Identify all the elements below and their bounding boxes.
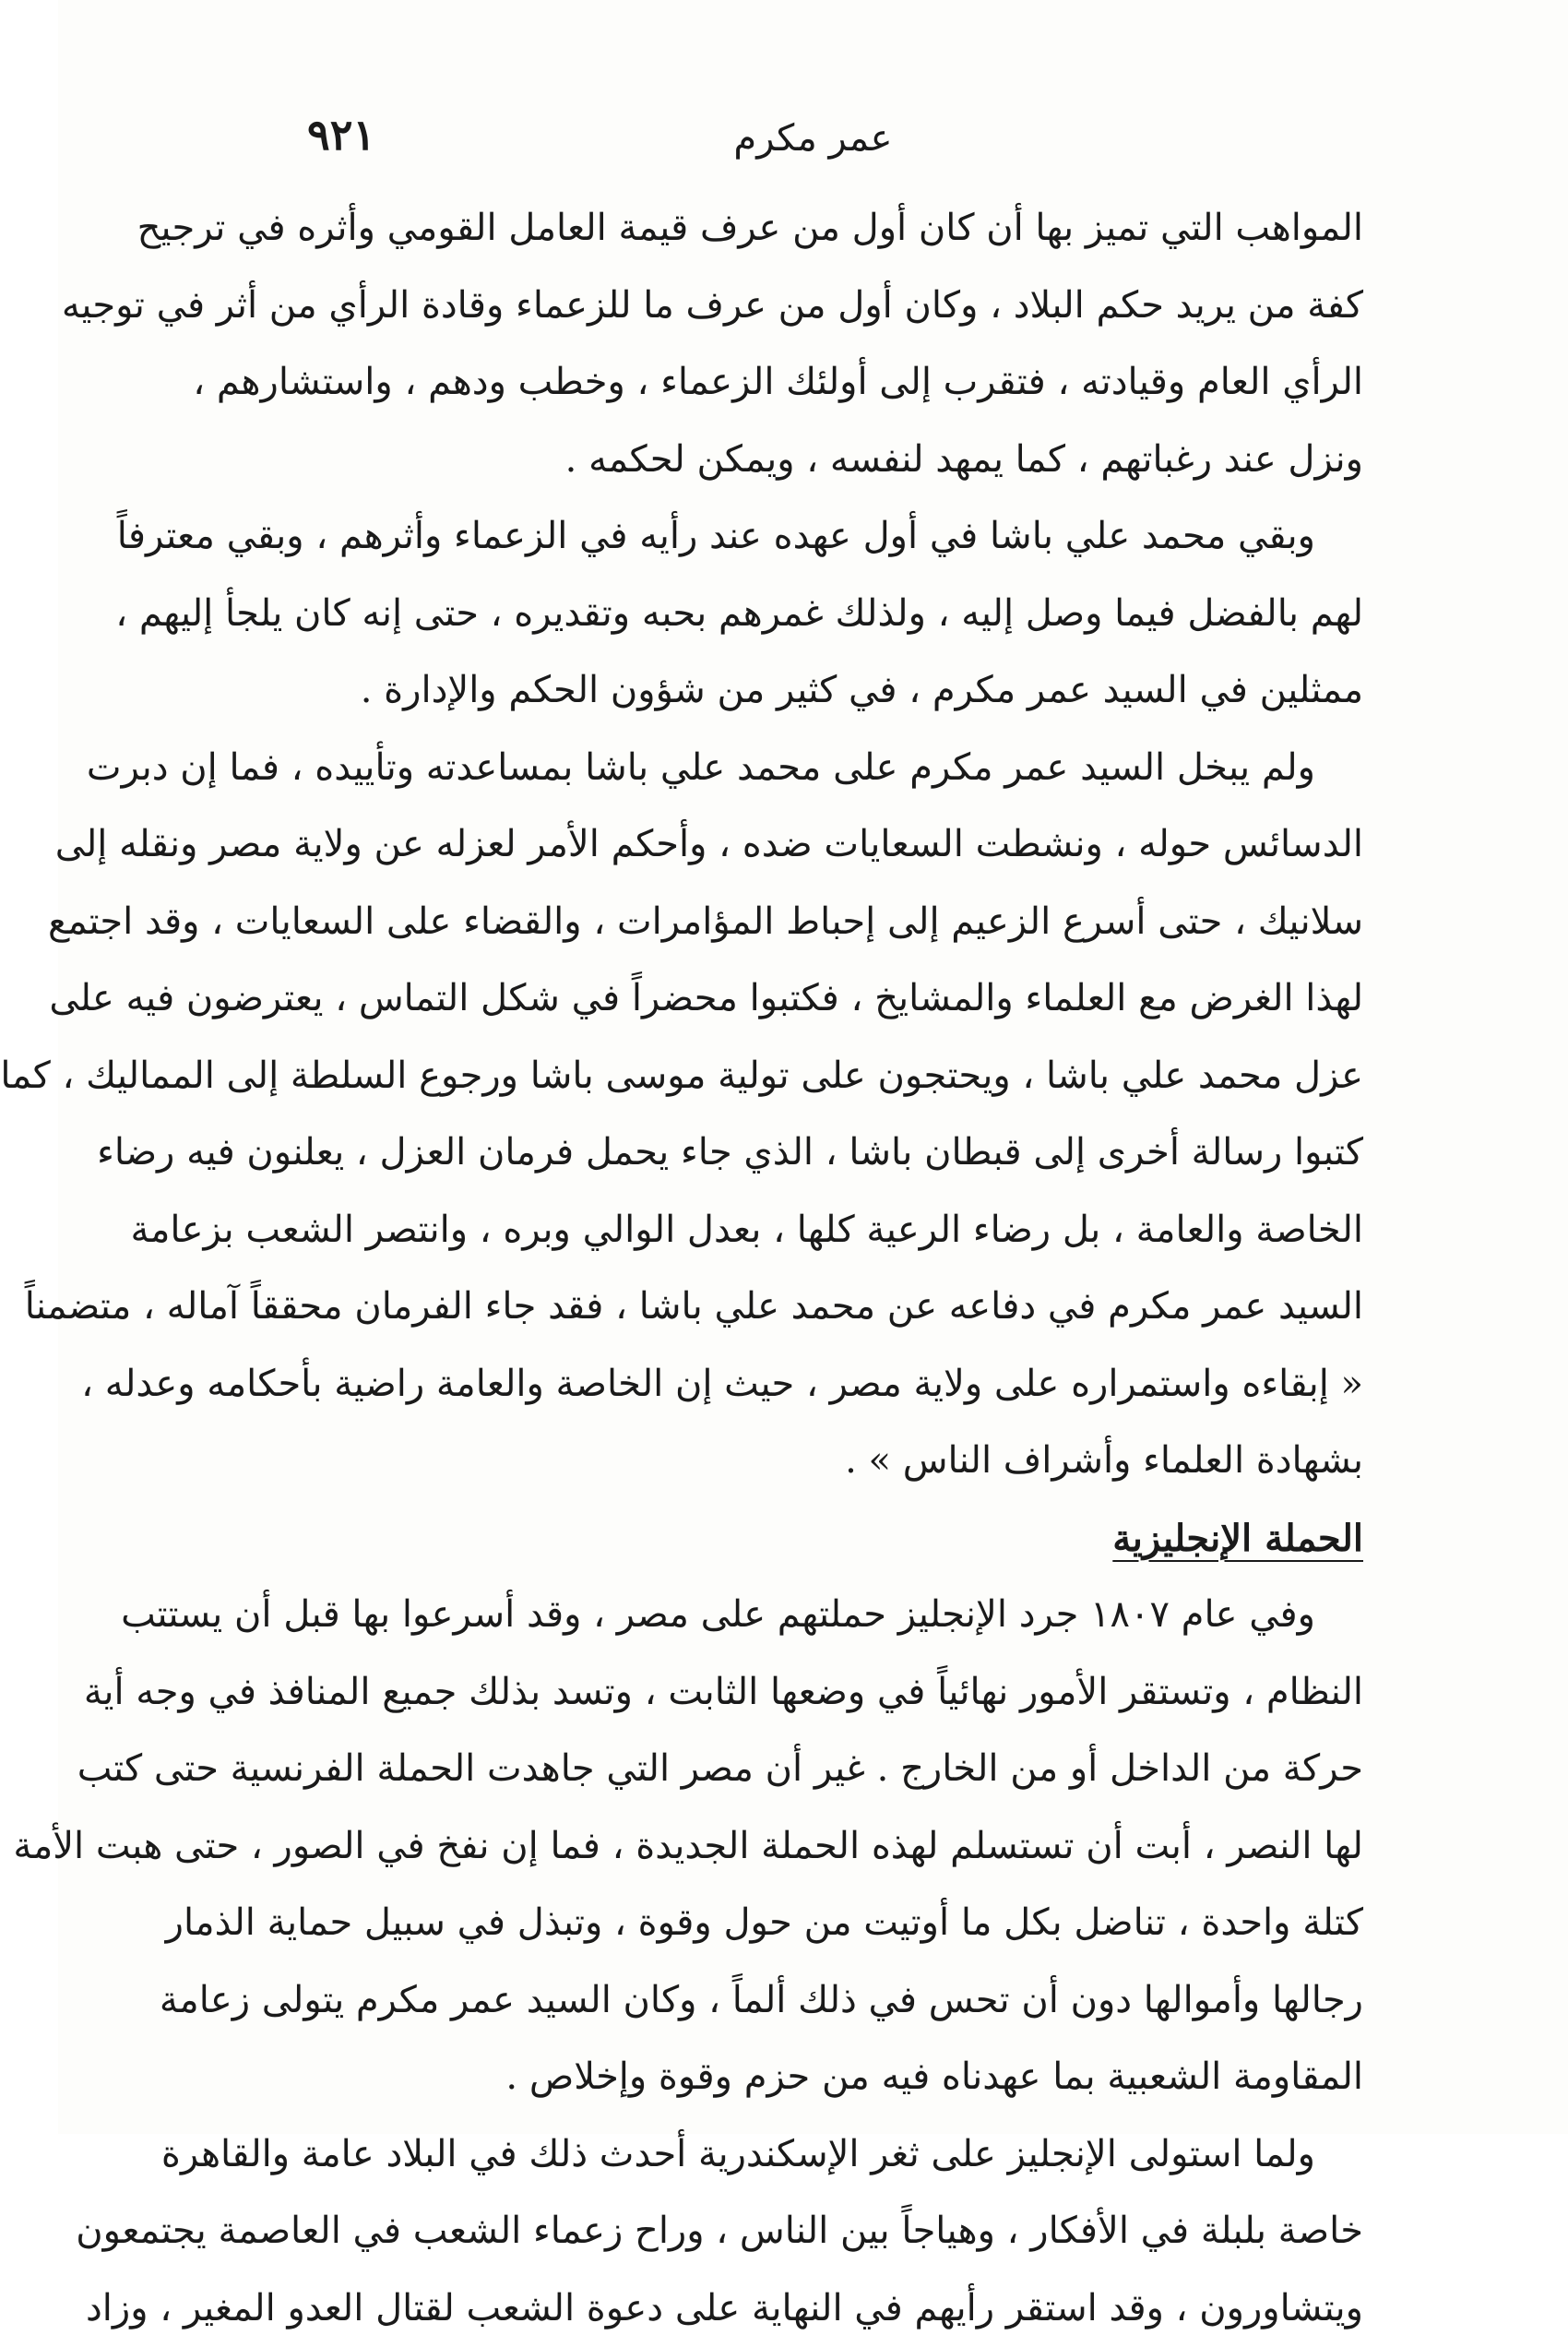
text-line: لها النصر ، أبت أن تستسلم لهذه الحملة الجديدة ، فما إن نفخ في الصور ، حتى هبت الأمة: [279, 1808, 1363, 1886]
text-line: عزل محمد علي باشا ، ويحتجون على تولية موسى باشا ورجوع السلطة إلى المماليك ، كما: [279, 1038, 1363, 1115]
paragraph-first-line: ولما استولى الإنجليز على ثغر الإسكندرية أحدث ذلك في البلاد عامة والقاهرة: [279, 2116, 1363, 2194]
running-title: عمر مكرم: [279, 116, 1347, 161]
text-line: السيد عمر مكرم في دفاعه عن محمد علي باشا ، فقد جاء الفرمان محققاً آماله ، متضمناً: [279, 1269, 1363, 1346]
text-line: لهذا الغرض مع العلماء والمشايخ ، فكتبوا محضراً في شكل التماس ، يعترضون فيه على: [279, 960, 1363, 1038]
paragraph-last-line: بشهادة العلماء وأشراف الناس » .: [279, 1423, 1363, 1500]
text-line: كتبوا رسالة أخرى إلى قبطان باشا ، الذي جاء يحمل فرمان العزل ، يعلنون فيه رضاء: [279, 1114, 1363, 1192]
text-line: كفة من يريد حكم البلاد ، وكان أول من عرف ما للزعماء وقادة الرأي من أثر في توجيه: [279, 268, 1363, 345]
book-page: [58, 0, 1568, 2134]
text-line: المواهب التي تميز بها أن كان أول من عرف قيمة العامل القومي وأثره في ترجيح: [279, 190, 1363, 268]
body-text: [279, 190, 1363, 2347]
running-head: [279, 109, 1347, 164]
text-line: لهم بالفضل فيما وصل إليه ، ولذلك غمرهم بحبه وتقديره ، حتى إنه كان يلجأ إليهم ،: [279, 576, 1363, 653]
text-line: « إبقاءه واستمراره على ولاية مصر ، حيث إن الخاصة والعامة راضية بأحكامه وعدله ،: [279, 1346, 1363, 1424]
text-line: رجالها وأموالها دون أن تحس في ذلك ألماً ، وكان السيد عمر مكرم يتولى زعامة: [279, 1962, 1363, 2040]
text-line: حركة من الداخل أو من الخارج . غير أن مصر التي جاهدت الحملة الفرنسية حتى كتب: [279, 1731, 1363, 1808]
text-line: الخاصة والعامة ، بل رضاء الرعية كلها ، بعدل الوالي وبره ، وانتصر الشعب بزعامة: [279, 1192, 1363, 1269]
text-line: ويتشاورون ، وقد استقر رأيهم في النهاية على دعوة الشعب لقتال العدو المغير ، وزاد: [279, 2270, 1363, 2347]
text-line: سلانيك ، حتى أسرع الزعيم إلى إحباط المؤامرات ، والقضاء على السعايات ، وقد اجتمع: [279, 884, 1363, 961]
paragraph-first-line: وبقي محمد علي باشا في أول عهده عند رأيه في الزعماء وأثرهم ، وبقي معترفاً: [279, 498, 1363, 576]
paragraph-last-line: ونزل عند رغباتهم ، كما يمهد لنفسه ، ويمكن لحكمه .: [279, 422, 1363, 499]
paragraph-last-line: ممثلين في السيد عمر مكرم ، في كثير من شؤون الحكم والإدارة .: [279, 652, 1363, 730]
text-line: الرأي العام وقيادته ، فتقرب إلى أولئك الزعماء ، وخطب ودهم ، واستشارهم ،: [279, 344, 1363, 422]
text-line: كتلة واحدة ، تناضل بكل ما أوتيت من حول وقوة ، وتبذل في سبيل حماية الذمار: [279, 1885, 1363, 1962]
paragraph-last-line: المقاومة الشعبية بما عهدناه فيه من حزم وقوة وإخلاص .: [279, 2039, 1363, 2116]
section-heading: الحملة الإنجليزية: [279, 1500, 1363, 1578]
text-line: النظام ، وتستقر الأمور نهائياً في وضعها الثابت ، وتسد بذلك جميع المنافذ في وجه أية: [279, 1654, 1363, 1732]
paragraph-first-line: ولم يبخل السيد عمر مكرم على محمد علي باشا بمساعدته وتأييده ، فما إن دبرت: [279, 730, 1363, 807]
text-line: الدسائس حوله ، ونشطت السعايات ضده ، وأحكم الأمر لعزله عن ولاية مصر ونقله إلى: [279, 806, 1363, 884]
text-line: خاصة بلبلة في الأفكار ، وهياجاً بين الناس ، وراح زعماء الشعب في العاصمة يجتمعون: [279, 2193, 1363, 2270]
page-number: ٩٢١: [307, 109, 375, 161]
paragraph-first-line: وفي عام ١٨٠٧ جرد الإنجليز حملتهم على مصر ، وقد أسرعوا بها قبل أن يستتب: [279, 1577, 1363, 1654]
